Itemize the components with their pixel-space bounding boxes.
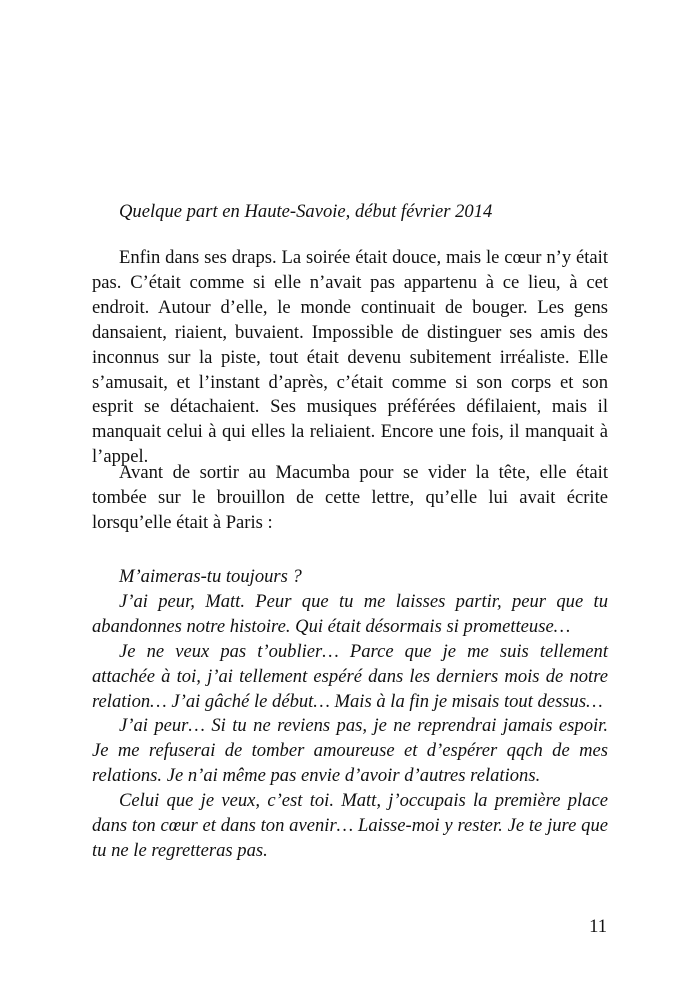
letter-line: J’ai peur, Matt. Peur que tu me laisses partir, peur que tu abandonnes notre histoire. Qui était désormais si prometteuse… [92, 590, 608, 637]
paragraph-text: Enfin dans ses draps. La soirée était douce, mais le cœur n’y était pas. C’était comme si elle n’avait pas appartenu à ce lieu, à cet endroit. Autour d’elle, le monde continuait de bouger. Les gens dansaient, riaient, buvaient. Impossible de distinguer ses amis des inconnus sur la piste, tout était devenu subitement irréaliste. Elle s’amusait, et l’instant d’après, c’était comme si son corps et son esprit se détachaient. Ses musiques préférées défilaient, mais il manquait celui à qui elles la reliaient. Encore une fois, il manquait à l’appel. [92, 247, 608, 468]
chapter-heading [92, 200, 608, 225]
heading-text: Quelque part en Haute-Savoie, début février 2014 [119, 201, 493, 222]
letter-line: M’aimeras-tu toujours ? [119, 566, 302, 587]
letter-line: J’ai peur… Si tu ne reviens pas, je ne reprendrai jamais espoir. Je me refuserai de tomber amoureuse et d’espérer qqch de mes relations. Je n’ai même pas envie d’avoir d’autres relations. [92, 715, 608, 787]
narrative-paragraph-1 [92, 246, 608, 470]
letter-line: Celui que je veux, c’est toi. Matt, j’occupais la première place dans ton cœur et dans ton avenir… Laisse-moi y rester. Je te jure que tu ne le regretteras pas. [92, 790, 608, 861]
page-number: 11 [589, 916, 607, 937]
letter-excerpt [92, 565, 608, 864]
narrative-paragraph-2 [92, 461, 608, 536]
letter-line: Je ne veux pas t’oublier… Parce que je me suis tellement attachée à toi, j’ai tellement espéré dans les derniers mois de notre relation… J’ai gâché le début… Mais à la fin je misais tout dessus… [92, 640, 608, 712]
paragraph-text: Avant de sortir au Macumba pour se vider la tête, elle était tombée sur le brouillon de cette lettre, qu’elle lui avait écrite lorsqu’elle était à Paris : [92, 462, 608, 533]
